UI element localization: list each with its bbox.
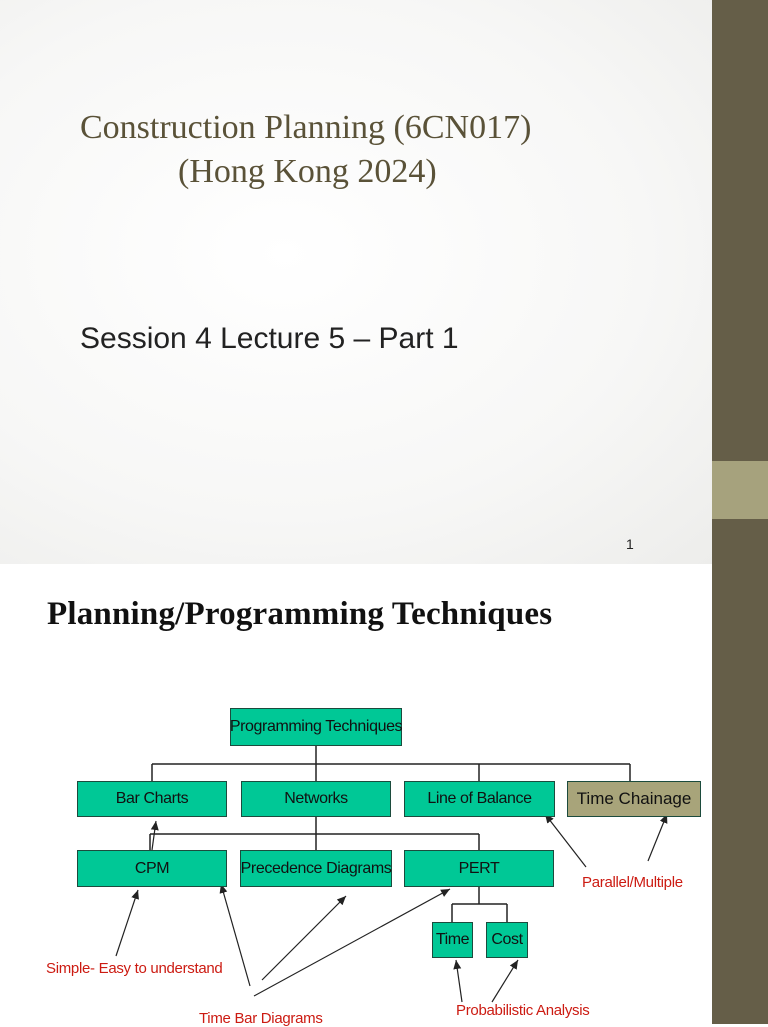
annotation-time-bar-diagrams: Time Bar Diagrams	[199, 1010, 323, 1027]
sidebar-accent-block	[712, 461, 768, 519]
slide-title	[80, 106, 680, 194]
precedence-diagrams-box: Precedence Diagrams	[240, 850, 392, 887]
annotation-simple: Simple- Easy to understand	[46, 960, 223, 977]
annotation-parallel-multiple: Parallel/Multiple	[582, 874, 683, 891]
bar-charts-box: Bar Charts	[77, 781, 227, 817]
techniques-slide-title: Planning/Programming Techniques	[47, 596, 553, 632]
cost-box: Cost	[486, 922, 528, 958]
title-line-2: (Hong Kong 2024)	[178, 153, 437, 190]
time-chainage-box: Time Chainage	[567, 781, 701, 817]
pert-box: PERT	[404, 850, 554, 887]
title-line-1: Construction Planning (6CN017)	[80, 109, 532, 146]
line-of-balance-box: Line of Balance	[404, 781, 555, 817]
cpm-box: CPM	[77, 850, 227, 887]
page-number: 1	[626, 536, 634, 552]
programming-techniques-box: Programming Techniques	[230, 708, 402, 746]
techniques-slide	[0, 566, 712, 1027]
slide-subtitle: Session 4 Lecture 5 – Part 1	[80, 322, 459, 355]
techniques-diagram	[40, 664, 712, 1027]
annotation-probabilistic-analysis: Probabilistic Analysis	[456, 1002, 590, 1019]
time-box: Time	[432, 922, 473, 958]
networks-box: Networks	[241, 781, 391, 817]
